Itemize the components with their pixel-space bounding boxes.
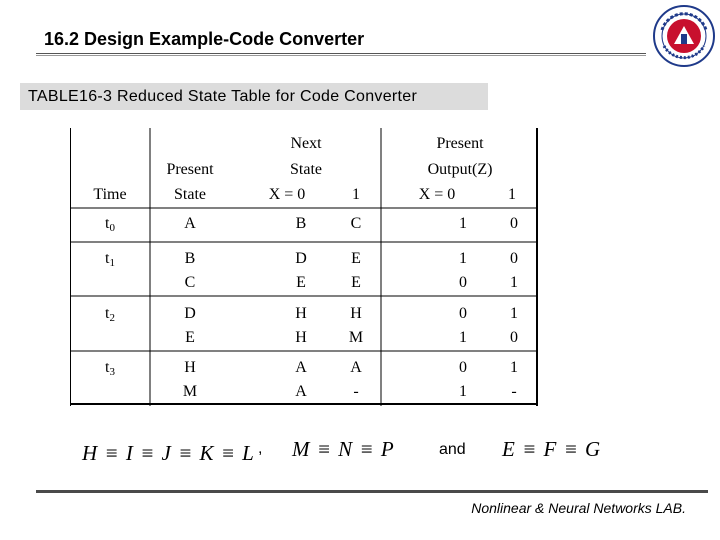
state-cell: A (184, 215, 196, 232)
header-next-x0: X = 0 (268, 186, 306, 203)
state-cell: D (184, 305, 196, 322)
output-x0-cell: 1 (459, 215, 467, 232)
state-cell: M (182, 383, 198, 400)
next-state-x1-cell: A (350, 359, 362, 376)
output-x1-cell: 0 (510, 329, 518, 346)
header-present-state-line1: Present (166, 161, 214, 178)
equivalence-hijkl: H ≡ I ≡ J ≡ K ≡ L (82, 441, 255, 465)
header-time: Time (93, 186, 127, 203)
header-output-x1: 1 (508, 186, 516, 203)
equivalence-mnp: M ≡ N ≡ P (292, 437, 395, 461)
state-cell: B (184, 250, 196, 267)
next-state-x0-cell: H (295, 305, 307, 322)
time-cell: $t_3$ (105, 359, 115, 378)
output-x1-cell: - (511, 383, 517, 400)
header-output-line1: Present (436, 135, 484, 152)
table-caption: TABLE16-3 Reduced State Table for Code Converter (20, 83, 488, 110)
output-x0-cell: 1 (459, 329, 467, 346)
header-present-state-line2: State (174, 186, 206, 203)
output-x1-cell: 1 (510, 359, 518, 376)
university-seal-icon (652, 4, 716, 68)
output-x0-cell: 1 (459, 383, 467, 400)
state-cell: C (184, 274, 196, 291)
title-divider (36, 53, 646, 56)
next-state-x0-cell: H (295, 329, 307, 346)
header-output-line2: Output(Z) (427, 161, 493, 178)
output-x0-cell: 1 (459, 250, 467, 267)
time-cell: $t_0$ (105, 215, 115, 234)
next-state-x1-cell: - (353, 383, 359, 400)
header-output-x0: X = 0 (418, 186, 456, 203)
next-state-x0-cell: B (295, 215, 307, 232)
output-x1-cell: 1 (510, 305, 518, 322)
output-x0-cell: 0 (459, 359, 467, 376)
next-state-x0-cell: E (296, 274, 306, 291)
output-x1-cell: 0 (510, 250, 518, 267)
next-state-x1-cell: E (351, 250, 361, 267)
next-state-x1-cell: H (350, 305, 362, 322)
header-next-state-line1: Next (290, 135, 322, 152)
equivalence-and: and (439, 441, 466, 458)
next-state-x0-cell: A (295, 383, 307, 400)
equivalence-separator: , (258, 440, 263, 457)
next-state-x1-cell: E (351, 274, 361, 291)
next-state-x0-cell: D (295, 250, 307, 267)
time-cell: $t_2$ (105, 305, 115, 324)
footer-lab-name: Nonlinear & Neural Networks LAB. (471, 500, 686, 516)
footer-divider (36, 490, 708, 493)
next-state-x0-cell: A (295, 359, 307, 376)
header-next-state-line2: State (290, 161, 322, 178)
state-table (70, 128, 538, 406)
time-cell: $t_1$ (105, 250, 115, 269)
next-state-x1-cell: M (348, 329, 364, 346)
slide-title: 16.2 Design Example-Code Converter (44, 29, 365, 49)
output-x0-cell: 0 (459, 305, 467, 322)
state-cell: E (185, 329, 195, 346)
equivalence-efg: E ≡ F ≡ G (502, 437, 602, 461)
state-cell: H (184, 359, 196, 376)
next-state-x1-cell: C (350, 215, 362, 232)
output-x1-cell: 1 (510, 274, 518, 291)
header-next-x1: 1 (352, 186, 360, 203)
output-x0-cell: 0 (459, 274, 467, 291)
output-x1-cell: 0 (510, 215, 518, 232)
